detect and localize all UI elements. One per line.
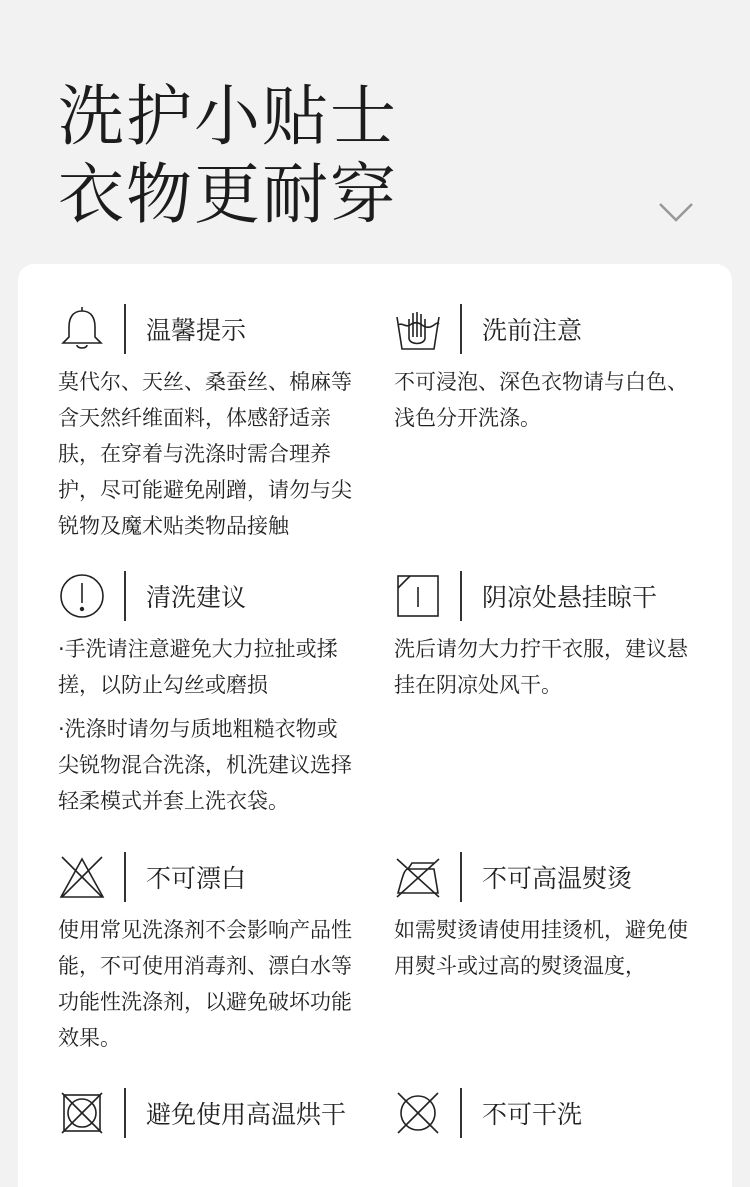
item-heading: 清洗建议 xyxy=(146,583,247,612)
no-iron-icon xyxy=(394,853,442,901)
divider xyxy=(124,1088,126,1138)
divider xyxy=(460,852,462,902)
divider xyxy=(460,571,462,621)
exclamation-circle-icon xyxy=(58,572,106,620)
no-tumble-dry-icon xyxy=(58,1089,106,1137)
item-text: 如需熨烫请使用挂烫机，避免使用熨斗或过高的熨烫温度， xyxy=(394,918,688,978)
item-heading: 洗前注意 xyxy=(482,316,583,345)
item-text: 不可浸泡、深色衣物请与白色、浅色分开洗涤。 xyxy=(394,370,688,430)
no-dry-clean-icon xyxy=(394,1089,442,1137)
page-header xyxy=(58,78,398,234)
item-text: ·手洗请注意避免大力拉扯或揉搓，以防止勾丝或磨损 xyxy=(58,637,338,697)
divider xyxy=(460,304,462,354)
care-item-pre-wash xyxy=(394,304,694,444)
care-item-no-bleach xyxy=(58,852,358,1064)
item-heading: 不可漂白 xyxy=(146,864,247,893)
care-item-no-iron xyxy=(394,852,694,992)
title-line-1: 洗护小贴士 xyxy=(58,78,398,155)
care-tips-card xyxy=(18,264,732,1187)
care-item-no-tumble-dry xyxy=(58,1088,358,1138)
divider xyxy=(124,852,126,902)
care-item-cleaning-advice xyxy=(58,571,358,827)
item-text: 洗后请勿大力拧干衣服，建议悬挂在阴凉处风干。 xyxy=(394,637,688,697)
item-text: 使用常见洗涤剂不会影响产品性能，不可使用消毒剂、漂白水等功能性洗涤剂，以避免破坏功能效果。 xyxy=(58,918,352,1050)
care-item-warm-tips xyxy=(58,304,358,552)
line-dry-shade-icon xyxy=(394,572,442,620)
divider xyxy=(124,571,126,621)
item-heading: 温馨提示 xyxy=(146,316,247,345)
no-bleach-icon xyxy=(58,853,106,901)
divider xyxy=(460,1088,462,1138)
item-text: ·洗涤时请勿与质地粗糙衣物或尖锐物混合洗涤，机洗建议选择轻柔模式并套上洗衣袋。 xyxy=(58,717,352,813)
care-item-no-dry-clean xyxy=(394,1088,694,1138)
hand-wash-icon xyxy=(394,305,442,353)
bell-icon xyxy=(58,305,106,353)
item-heading: 避免使用高温烘干 xyxy=(146,1100,347,1129)
item-text: 莫代尔、天丝、桑蚕丝、棉麻等含天然纤维面料，体感舒适亲肤，在穿着与洗涤时需合理养护，尽可能避免剐蹭，请勿与尖锐物及魔术贴类物品接触 xyxy=(58,370,352,538)
care-item-shade-dry xyxy=(394,571,694,711)
chevron-down-icon[interactable] xyxy=(658,200,694,224)
item-heading: 不可高温熨烫 xyxy=(482,864,633,893)
divider xyxy=(124,304,126,354)
item-heading: 不可干洗 xyxy=(482,1100,583,1129)
title-line-2: 衣物更耐穿 xyxy=(58,156,398,233)
item-heading: 阴凉处悬挂晾干 xyxy=(482,583,658,612)
